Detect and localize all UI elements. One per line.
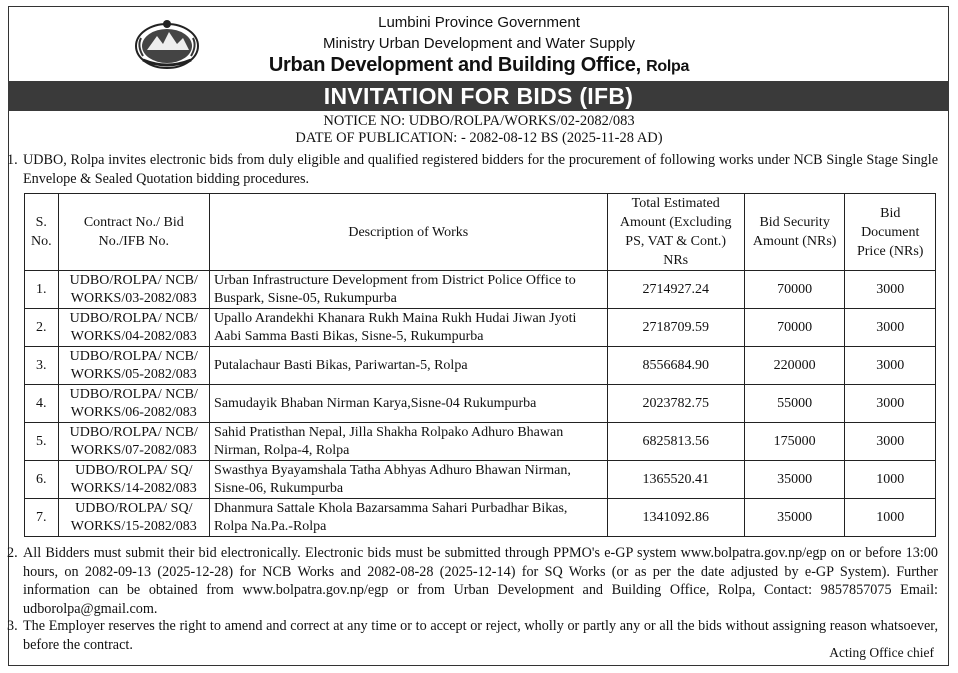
paragraph-number: 2. — [7, 545, 18, 561]
cell-contract: UDBO/ROLPA/ SQ/ WORKS/15-2082/083 — [58, 499, 209, 537]
cell-description: Dhanmura Sattale Khola Bazarsamma Sahari Purbadhar Bikas, Rolpa Na.Pa.-Rolpa — [210, 499, 608, 537]
paragraph-text: All Bidders must submit their bid electronically. Electronic bids must be submitted through PPMO's e-GP system www.bolpatra.gov.np/egp on or before 13:00 hours, on 2082-09-13 (2025-12-28) for NCB Works and 2082-08-28 (2025-12-14) for SQ Works (or as per the date adjusted by e-GP System). Further information can be obtained from www.bolpatra.gov.np/egp or from Urban Development and Building Office, Rolpa, Contact: 9857857075 Email: udborolpa@gmail.com. — [23, 545, 938, 617]
cell-contract: UDBO/ROLPA/ NCB/ WORKS/03-2082/083 — [58, 271, 209, 309]
paragraph-2 — [7, 544, 938, 618]
cell-description: Putalachaur Basti Bikas, Pariwartan-5, Rolpa — [210, 347, 608, 385]
office-name: Urban Development and Building Office, — [268, 54, 641, 76]
cell-amount: 8556684.90 — [607, 347, 744, 385]
cell-doc-price: 3000 — [845, 385, 936, 423]
header-amount: Total Estimated Amount (Excluding PS, VAT & Cont.) NRs — [607, 194, 744, 271]
paragraph-number: 1. — [7, 152, 18, 168]
cell-description: Swasthya Byayamshala Tatha Abhyas Adhuro Bhawan Nirman, Sisne-06, Rukumpurba — [210, 461, 608, 499]
cell-security: 70000 — [744, 309, 845, 347]
signature-title: Acting Office chief — [829, 645, 934, 660]
table-header-row — [25, 194, 936, 271]
table-row — [25, 461, 936, 499]
cell-description: Urban Infrastructure Development from District Police Office to Buspark, Sisne-05, Rukumpurba — [210, 271, 608, 309]
table-row — [25, 385, 936, 423]
header-province: Lumbini Province Government — [378, 14, 580, 31]
page-title: INVITATION FOR BIDS (IFB) — [8, 81, 949, 111]
cell-sno: 4. — [25, 385, 59, 423]
table-row — [25, 309, 936, 347]
cell-security: 175000 — [744, 423, 845, 461]
header-contract: Contract No./ Bid No./IFB No. — [58, 194, 209, 271]
header-ministry: Ministry Urban Development and Water Supply — [322, 35, 636, 52]
cell-contract: UDBO/ROLPA/ SQ/ WORKS/14-2082/083 — [58, 461, 209, 499]
paragraph-1 — [7, 151, 938, 188]
cell-amount: 2714927.24 — [607, 271, 744, 309]
cell-security: 55000 — [744, 385, 845, 423]
cell-contract: UDBO/ROLPA/ NCB/ WORKS/05-2082/083 — [58, 347, 209, 385]
header-doc-price: Bid Document Price (NRs) — [845, 194, 936, 271]
cell-security: 35000 — [744, 499, 845, 537]
header-description: Description of Works — [210, 194, 608, 271]
cell-amount: 1341092.86 — [607, 499, 744, 537]
cell-description: Upallo Arandekhi Khanara Rukh Maina Rukh Hudai Jiwan Jyoti Aabi Samma Basti Bikas, Sisne-5, Rukumpurba — [210, 309, 608, 347]
cell-contract: UDBO/ROLPA/ NCB/ WORKS/07-2082/083 — [58, 423, 209, 461]
cell-sno: 5. — [25, 423, 59, 461]
cell-doc-price: 3000 — [845, 347, 936, 385]
publication-date: DATE OF PUBLICATION: - 2082-08-12 BS (2025-11-28 AD) — [295, 130, 663, 146]
cell-description: Sahid Pratisthan Nepal, Jilla Shakha Rolpako Adhuro Bhawan Nirman, Rolpa-4, Rolpa — [210, 423, 608, 461]
cell-security: 70000 — [744, 271, 845, 309]
paragraph-number: 3. — [7, 618, 18, 634]
cell-contract: UDBO/ROLPA/ NCB/ WORKS/06-2082/083 — [58, 385, 209, 423]
bids-table — [24, 193, 936, 537]
cell-amount: 1365520.41 — [607, 461, 744, 499]
cell-sno: 7. — [25, 499, 59, 537]
cell-doc-price: 3000 — [845, 271, 936, 309]
cell-sno: 2. — [25, 309, 59, 347]
cell-description: Samudayik Bhaban Nirman Karya,Sisne-04 Rukumpurba — [210, 385, 608, 423]
cell-doc-price: 1000 — [845, 499, 936, 537]
table-row — [25, 347, 936, 385]
cell-security: 35000 — [744, 461, 845, 499]
cell-sno: 3. — [25, 347, 59, 385]
office-city: Rolpa — [646, 58, 690, 75]
table-row — [25, 271, 936, 309]
cell-doc-price: 3000 — [845, 309, 936, 347]
header-security: Bid Security Amount (NRs) — [744, 194, 845, 271]
table-row — [25, 423, 936, 461]
table-row — [25, 499, 936, 537]
header-sno: S. No. — [25, 194, 59, 271]
header-office — [0, 54, 958, 77]
cell-sno: 1. — [25, 271, 59, 309]
cell-amount: 2718709.59 — [607, 309, 744, 347]
cell-security: 220000 — [744, 347, 845, 385]
paragraph-text: The Employer reserves the right to amend and correct at any time or to accept or reject, wholly or partly any or all the bids without assigning reason whatsoever, before the contract. — [23, 618, 938, 653]
notice-number: NOTICE NO: UDBO/ROLPA/WORKS/02-2082/083 — [323, 113, 635, 129]
cell-amount: 6825813.56 — [607, 423, 744, 461]
cell-amount: 2023782.75 — [607, 385, 744, 423]
paragraph-text: UDBO, Rolpa invites electronic bids from duly eligible and qualified registered bidders for the procurement of following works under NCB Single Stage Single Envelope & Sealed Quotation bidding procedures. — [23, 152, 938, 187]
cell-contract: UDBO/ROLPA/ NCB/ WORKS/04-2082/083 — [58, 309, 209, 347]
cell-doc-price: 3000 — [845, 423, 936, 461]
paragraph-3 — [7, 617, 938, 654]
cell-doc-price: 1000 — [845, 461, 936, 499]
cell-sno: 6. — [25, 461, 59, 499]
